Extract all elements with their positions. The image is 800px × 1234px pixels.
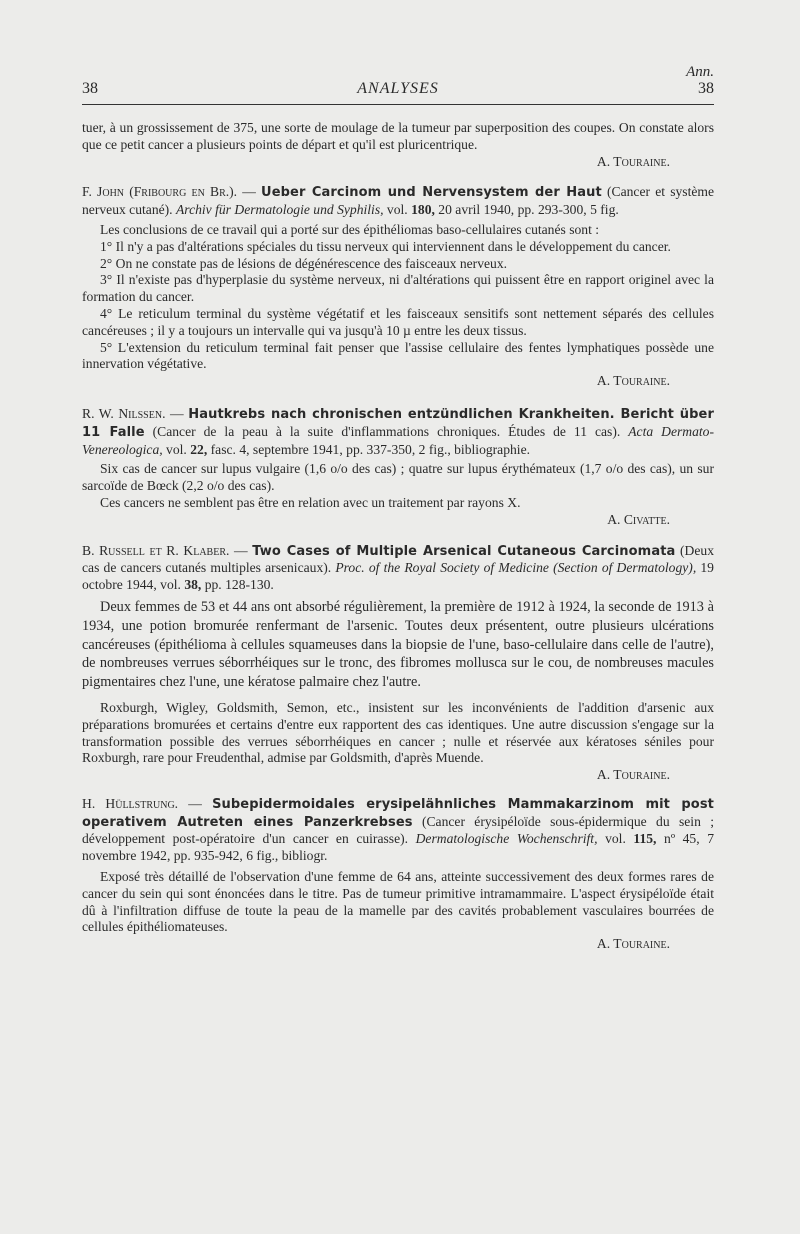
citation-title: Hautkrebs nach chronischen entzündlichen Krankheiten. Bericht über 11 Falle — [82, 406, 714, 440]
citation-journal: Proc. of the Royal Society of Medicine (Section of Dermatology), — [335, 560, 697, 576]
signature — [82, 936, 714, 953]
citation-details: nº 45, 7 novembre 1942, pp. 935-942, 6 fig., bibliogr. — [82, 831, 714, 864]
page-number-left: 38 — [82, 80, 98, 97]
citation — [82, 543, 714, 594]
citation-translation: (Cancer et système nerveux cutané). — [82, 184, 715, 218]
paragraph: 2° On ne constate pas de lésions de dégénérescence des faisceaux nerveux. — [100, 255, 508, 271]
paragraph: Six cas de cancer sur lupus vulgaire (1,6 o/o des cas) ; quatre sur lupus érythémateux (1,7 o/o des cas), un sur sarcoïde de Bœck (2,2 o/o des cas). — [82, 461, 714, 494]
citation-volume: 115, — [633, 831, 657, 847]
citation-details: 19 octobre 1944, vol. — [82, 560, 714, 593]
citation-title: Two Cases of Multiple Arsenical Cutaneous Carcinomata — [252, 543, 676, 559]
citation-details: 20 avril 1940, pp. 293-300, 5 fig. — [434, 202, 619, 218]
citation-volume: 38, — [184, 577, 202, 593]
citation-author: R. W. Nilssen. — — [82, 405, 189, 421]
signature-text: A. Touraine. — [596, 936, 670, 952]
citation-title: Subepidermoidales erysipelähnliches Mammakarzinom mit post operativem Autreten eines Panzerkrebses — [82, 796, 714, 830]
running-header — [82, 80, 714, 102]
running-title: ANALYSES — [357, 80, 439, 97]
paragraph: 4° Le reticulum terminal du système végétatif et les faisceaux sensitifs sont nettement séparés des cellules cancéreuses ; il y a toujours un intervalle qui va jusqu'à 10 µ entre les deux tissus. — [82, 305, 714, 338]
signature-text: A. Touraine. — [596, 153, 670, 169]
signature-text: A. Touraine. — [596, 767, 670, 783]
citation-details: fasc. 4, septembre 1941, pp. 337-350, 2 fig., bibliographie. — [207, 441, 531, 457]
citation-translation: (Cancer de la peau à la suite d'inflammations chroniques. Études de 11 cas). — [144, 423, 629, 439]
paragraph: 1° Il n'y a pas d'altérations spéciales du tissu nerveux qui interviennent dans le développement du cancer. — [100, 238, 671, 254]
citation-journal: Acta Dermato-Venereologica, — [82, 423, 714, 457]
signature-text: A. Civatte. — [607, 511, 670, 527]
paragraph: Ces cancers ne semblent pas être en relation avec un traitement par rayons X. — [100, 494, 521, 510]
citation-title: Ueber Carcinom und Nervensystem der Haut — [261, 185, 602, 201]
paragraph: Roxburgh, Wigley, Goldsmith, Semon, etc., insistent sur les inconvénients de l'addition d'arsenic aux préparations bromurées et certains d'entre eux rapportent des cas identiques. Une autre discussion s'engage sur la transformation possible des verrues séborrhéiques en cancer ; nulle et réservée aux kératoses séniles pour Roxburgh, rare pour Freudenthal, admise par Goldsmith, d'après Muende. — [82, 699, 714, 766]
signature-text: A. Touraine. — [596, 373, 670, 389]
paragraph: Exposé très détaillé de l'observation d'une femme de 64 ans, atteinte successivement des deux formes rares de cancer du sein qui sont énoncées dans le titre. Pas de tumeur primitive intramammaire. L'aspect érysipéloïde était dû à l'infiltration diffuse de toute la peau de la mamelle par des cavités probablement vasculaires bourrées de cellules épithéliomateuses. — [82, 869, 714, 935]
signature — [82, 512, 714, 529]
citation-author: B. Russell et R. Klaber. — — [82, 542, 253, 558]
paragraph: 3° Il n'existe pas d'hyperplasie du système nerveux, ni d'altérations qui puissent être en rapport originel avec la formation du cancer. — [82, 272, 714, 305]
paragraph: 5° L'extension du reticulum terminal fait penser que l'assise cellulaire des fentes lymphatiques possède une innervation végétative. — [82, 339, 714, 372]
paragraph: Deux femmes de 53 et 44 ans ont absorbé régulièrement, la première de 1912 à 1924, la seconde de 1913 à 1934, une potion bromurée renfermant de l'arsenic. Toutes deux présentent, outre plusieurs ulcérations cancéreuses (épithélioma à cellules squameuses dans la biopsie de l'une, baso-cellulaire dans celle de l'autre), de nombreuses verrues séborrhéiques sur le tronc, des fibromes mollusca sur le cou, de nombreuses macules pigmentaires chez l'une, une kératose palmaire chez l'autre. — [82, 598, 714, 691]
citation-vol-label: vol. — [597, 831, 634, 847]
paragraph: tuer, à un grossissement de 375, une sorte de moulage de la tumeur par superposition des coupes. On constate alors que ce petit cancer a plusieurs points de départ et qu'il est pluricentrique. — [82, 120, 714, 152]
citation-translation: (Deux cas de cancers cutanés multiples arsenicaux). — [82, 542, 714, 576]
citation-vol-label: vol. — [162, 441, 191, 457]
citation-author: F. John (Fribourg en Br.). — — [82, 184, 262, 200]
header-rule — [82, 104, 714, 105]
citation-volume: 22, — [190, 441, 208, 457]
citation — [82, 796, 714, 865]
citation-vol-label: vol. — [383, 202, 412, 218]
citation-journal: Dermatologische Wochenschrift, — [415, 831, 598, 847]
signature — [82, 373, 714, 390]
paragraph: Les conclusions de ce travail qui a porté sur des épithéliomas baso-cellulaires cutanés sont : — [100, 221, 600, 237]
citation-journal: Archiv für Dermatologie und Syphilis, — [175, 202, 384, 218]
margin-annotation: Ann. — [686, 64, 714, 80]
citation — [82, 406, 714, 458]
page-body — [82, 120, 714, 963]
signature — [82, 154, 714, 171]
citation — [82, 184, 714, 219]
page-number-right: 38 — [698, 80, 714, 97]
citation-translation: (Cancer érysipéloïde sous-épidermique du sein ; développement post-opératoire d'un cancer en cuirasse). — [82, 813, 714, 847]
citation-pages: pp. 128-130. — [201, 577, 274, 593]
citation-volume: 180, — [411, 202, 435, 218]
citation-author: H. Hüllstrung. — — [82, 795, 213, 811]
signature — [82, 767, 714, 784]
